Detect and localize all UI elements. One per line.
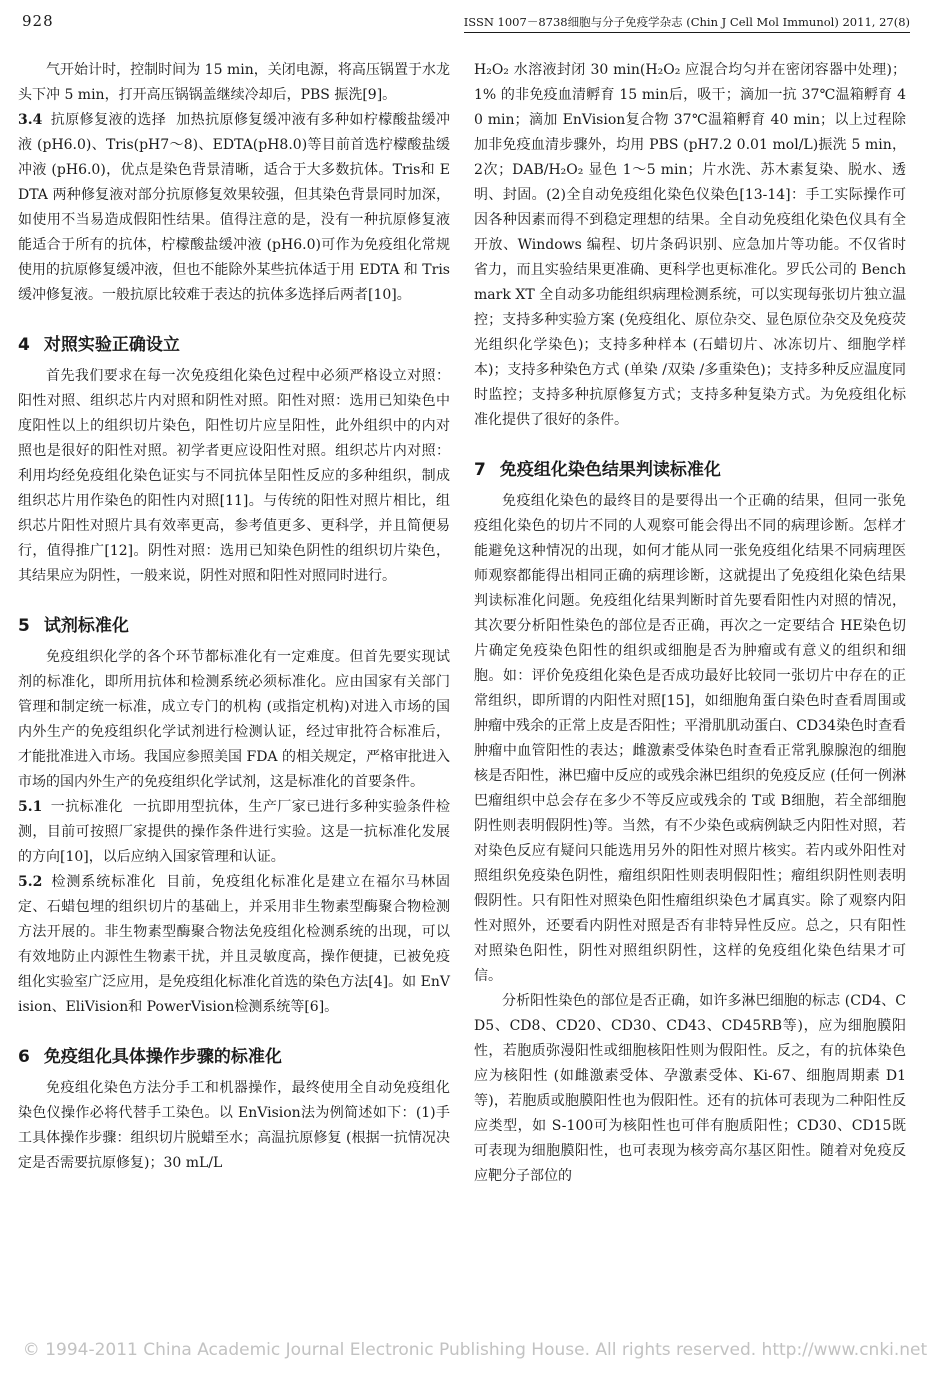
section-number: 7 <box>474 460 486 480</box>
section-3-4 <box>18 108 450 308</box>
section-title: 一抗标准化 <box>50 799 123 815</box>
left-column <box>18 58 450 1176</box>
section-title: 免疫组化具体操作步骤的标准化 <box>43 1047 282 1067</box>
section-4-text: 首先我们要求在每一次免疫组化染色过程中必须严格设立对照：阳性对照、组织芯片内对照和阴性对照。阳性对照：选用已知染色中度阳性以上的组织切片染色，阳性切片应呈阳性，此外组织中的内对照也是很好的阳性对照。初学者更应设阳性对照。组织芯片内对照：利用均经免疫组化染色证实与不同抗体呈阳性反应的多种组织，制成组织芯片用作染色的阳性内对照[11]。与传统的阳性对照片相比，组织芯片阳性对照片具有效率更高，参考值更多、更科学，并且简便易行，值得推广[12]。阴性对照：选用已知染色阴性的组织切片染色，其结果应为阴性，一般来说，阴性对照和阳性对照同时进行。 <box>18 368 450 584</box>
paragraph-continued: H₂O₂ 水溶液封闭 30 min(H₂O₂ 应混合均匀并在密闭容器中处理)；1% 的非免疫血清孵育 15 min后，吸干；滴加一抗 37℃温箱孵育 40 min；滴加 EnVision复合物 37℃温箱孵育 40 min；以上过程除加非免疫血清步骤外，均用 PBS (pH7.2 0.01 mol/L)振洗 5 min，2次；DAB/H₂O₂ 显色 1～5 min；片水洗、苏木素复染、脱水、透明、封固。(2)全自动免疫组化染色仪染色[13-14]：手工实际操作可因各种因素而得不到稳定理想的结果。全自动免疫组化染色仪具有全开放、Windows 编程、切片条码识别、应急加片等功能。不仅省时省力，而且实验结果更准确、更科学也更标准化。罗氏公司的 Benchmark XT 全自动多功能组织病理检测系统，可以实现每张切片独立温控；支持多种实验方案 (免疫组化、原位杂交、显色原位杂交及免疫荧光组织化学染色)；支持多种样本 (石蜡切片、冰冻切片、细胞学样本)；支持多种染色方式 (单染 /双染 /多重染色)；支持多种反应温度同时监控；支持多种抗原修复方式；支持多种复染方式。为免疫组化标准化提供了很好的条件。 <box>474 62 906 428</box>
section-number: 4 <box>18 335 30 355</box>
section-7-text-1: 免疫组化染色的最终目的是要得出一个正确的结果，但同一张免疫组化染色的切片不同的人观察可能会得出不同的病理诊断。怎样才能避免这种情况的出现，如何才能从同一张免疫组化结果不同病理医师观察都能得出相同正确的病理诊断，这就提出了免疫组化染色结果判读标准化问题。免疫组化结果判断时首先要看阳性内对照的情况，其次要分析阳性染色的部位是否正确，再次之一定要结合 HE染色切片确定免疫染色阳性的组织或细胞是否为肿瘤或有意义的组织和细胞。如：评价免疫组化染色是否成功最好比较同一张切片中存在的正常组织，即所谓的内阳性对照[15]，如细胞角蛋白染色时查看周围或肿瘤中残余的正常上皮是否阳性；平滑肌肌动蛋白、CD34染色时查看肿瘤中血管阳性的表达；雌激素受体染色时查看正常乳腺腺泡的细胞核是否阳性，淋巴瘤中反应的或残余淋巴组织的免疫反应 (任何一例淋巴瘤组织中总会存在多少不等反应或残余的 T或 B细胞，若全部细胞阴性则表明假阴性)等。当然，有不少染色或病例缺乏内阳性对照，若对染色反应有疑问只能选用另外的阳性对照片核实。若内或外阳性对照组织免疫染色阴性，瘤组织阳性则表明假阳性；瘤组织阴性则表明假阴性。只有阳性对照染色阳性瘤组织染色才属真实。除了观察内阳性对照外，还要看内阴性对照是否有非特异性反应。总之，只有阳性对照染色阳性，阴性对照组织阴性，这样的免疫组化染色结果才可信。 <box>474 493 906 984</box>
section-6-heading <box>18 1044 450 1070</box>
copyright-footer: © 1994-2011 China Academic Journal Electronic Publishing House. All rights reserved. http://www.cnki.net <box>22 1340 928 1360</box>
section-text: 一抗即用型抗体，生产厂家已进行多种实验条件检测，目前可按照厂家提供的操作条件进行实验。这是一抗标准化发展的方向[10]，以后应纳入国家管理和认证。 <box>18 799 451 865</box>
section-5-1 <box>18 795 450 870</box>
page-number: 928 <box>22 12 54 30</box>
section-number: 5 <box>18 616 30 636</box>
section-5-2 <box>18 870 450 1020</box>
section-4-heading <box>18 332 450 358</box>
section-5-text: 免疫组织化学的各个环节都标准化有一定难度。但首先要实现试剂的标准化，即所用抗体和检测系统必须标准化。应由国家有关部门管理和制定统一标准，成立专门的机构 (或指定机构)对进入市场的国内外生产的免疫组织化学试剂进行检测认证，经过审批符合标准后，才能批准进入市场。我国应参照美国 FDA 的相关规定，严格审批进入市场的国内外生产的免疫组织化学试剂，这是标准化的首要条件。 <box>18 649 450 790</box>
section-number: 3.4 <box>18 112 43 128</box>
section-5-heading <box>18 613 450 639</box>
section-title: 试剂标准化 <box>43 616 129 636</box>
section-text: 加热抗原修复缓冲液有多种如柠檬酸盐缓冲液 (pH6.0)、Tris(pH7～8)、EDTA(pH8.0)等目前首选柠檬酸盐缓冲液 (pH6.0)，优点是染色背景清晰，适合于大多数抗体。Tris和 EDTA 两种修复液对部分抗原修复效果较强，但其染色背景同时加深，如使用不当易造成假阳性结果。值得注意的是，没有一种抗原修复液能适合于所有的抗体，柠檬酸盐缓冲液 (pH6.0)可作为免疫组化常规使用的抗原修复缓冲液，但也不能除外某些抗体适于用 EDTA 和 Tris缓冲修复液。一般抗原比较难于表达的抗体多选择后两者[10]。 <box>18 112 451 303</box>
section-7-heading <box>474 457 906 483</box>
section-number: 5.2 <box>18 874 43 890</box>
section-6-text: 免疫组化染色方法分手工和机器操作，最终使用全自动免疫组化染色仪操作必将代替手工染色。以 EnVision法为例简述如下：(1)手工具体操作步骤：组织切片脱蜡至水；高温抗原修复 (根据一抗情况决定是否需要抗原修复)；30 mL/L <box>18 1080 450 1171</box>
section-title: 抗原修复液的选择 <box>50 112 167 128</box>
section-title: 检测系统标准化 <box>50 874 157 890</box>
running-head: ISSN 1007－8738细胞与分子免疫学杂志 (Chin J Cell Mol Immunol) 2011, 27(8) <box>464 14 910 33</box>
paragraph-intro: 气开始计时，控制时间为 15 min，关闭电源，将高压锅置于水龙头下冲 5 min，打开高压锅锅盖继续冷却后，PBS 振洗[9]。 <box>18 62 450 103</box>
section-text: 目前，免疫组化标准化是建立在福尔马林固定、石蜡包埋的组织切片的基础上，并采用非生物素型酶聚合物检测方法开展的。非生物素型酶聚合物法免疫组化检测系统的出现，可以有效地防止内源性生物素干扰，并且灵敏度高，操作便捷，已被免疫组化实验室广泛应用，是免疫组化标准化首选的染色方法[4]。如 EnVision、EliVision和 PowerVision检测系统等[6]。 <box>18 874 451 1015</box>
section-title: 对照实验正确设立 <box>43 335 180 355</box>
section-number: 6 <box>18 1047 30 1067</box>
section-number: 5.1 <box>18 799 43 815</box>
right-column <box>474 58 906 1189</box>
section-title: 免疫组化染色结果判读标准化 <box>499 460 721 480</box>
page-header <box>0 0 950 38</box>
section-7-text-2: 分析阳性染色的部位是否正确，如许多淋巴细胞的标志 (CD4、CD5、CD8、CD20、CD30、CD43、CD45RB等)，应为细胞膜阳性，若胞质弥漫阳性或细胞核阳性则为假阳性。反之，有的抗体染色应为核阳性 (如雌激素受体、孕激素受体、Ki-67、细胞周期素 D1等)，若胞质或胞膜阳性也为假阳性。还有的抗体可表现为二种阳性反应类型，如 S-100可为核阳性也可伴有胞质阳性；CD30、CD15既可表现为细胞膜阳性，也可表现为核旁高尔基区阳性。随着对免疫反应靶分子部位的 <box>474 993 906 1184</box>
